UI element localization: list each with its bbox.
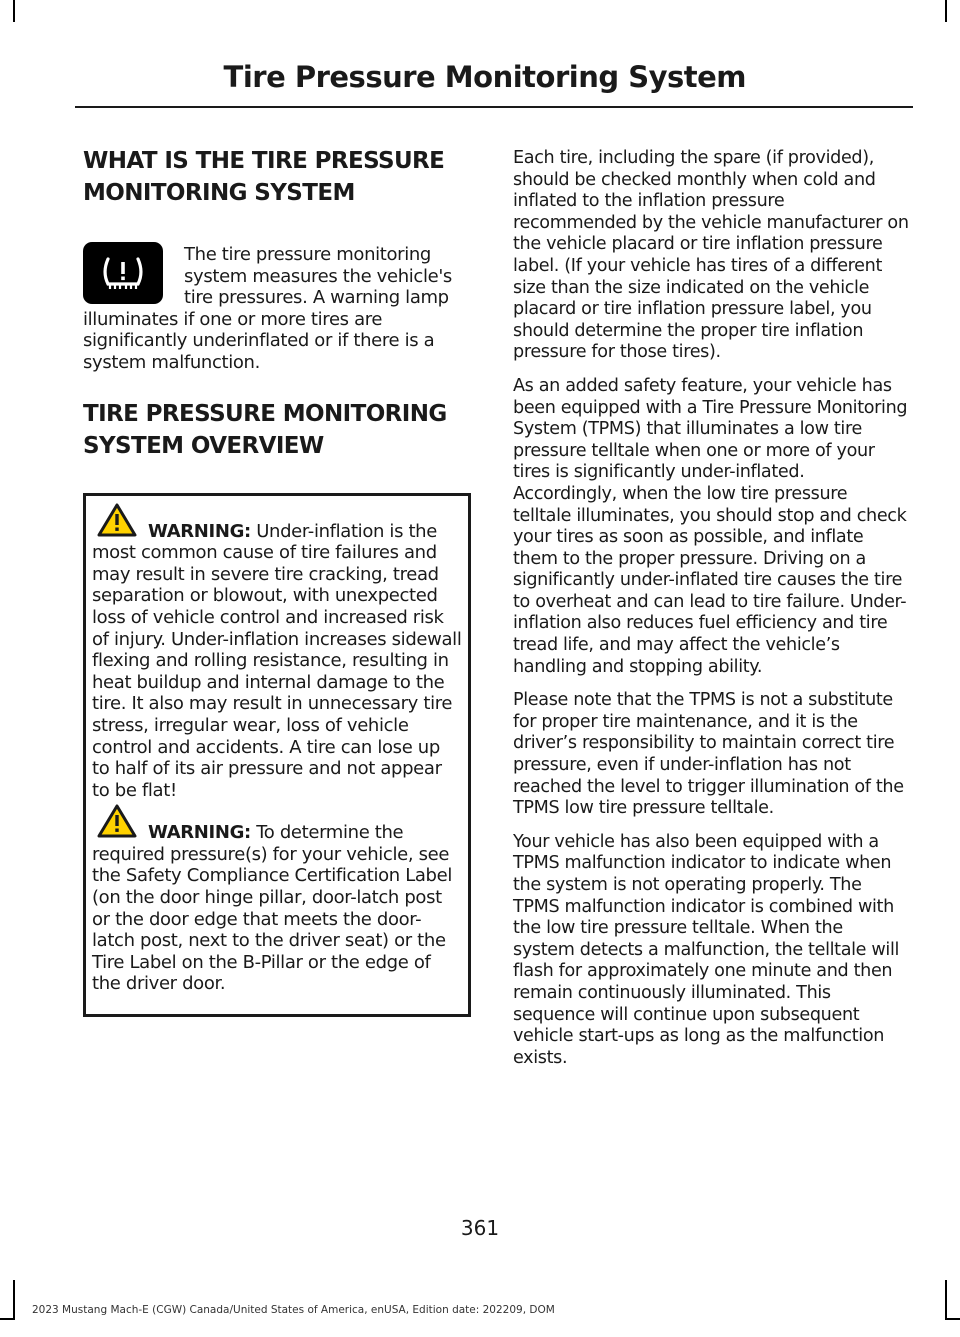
crop-mark-top-left-v — [13, 0, 15, 22]
section-heading-overview — [83, 398, 471, 462]
crop-mark-bottom-right-v — [945, 1280, 947, 1320]
body-paragraph: Each tire, including the spare (if provided), should be checked monthly when cold and inflated to the inflation pressure recommended by the vehicle manufacturer on the vehicle placard or tire inflation pressure label. (If your vehicle has tires of a different size than the size indicated on the vehicle placard or tire inflation pressure label, you should determine the proper tire inflation pressure for those tires). — [513, 148, 909, 363]
intro-block — [83, 242, 471, 374]
heading-line: MONITORING SYSTEM — [83, 180, 355, 206]
intro-text: The tire pressure monitoring system measures the vehicle's tire pressures. A warning lamp illuminates if one or more tires are significantly underinflated or if there is a system malfunction. — [83, 244, 452, 373]
warning-label: WARNING: — [148, 822, 251, 844]
page-number: 361 — [460, 1216, 500, 1240]
heading-line: TIRE PRESSURE MONITORING — [83, 400, 447, 427]
heading-line: SYSTEM OVERVIEW — [83, 432, 324, 459]
section-heading-what-is — [83, 145, 471, 209]
crop-mark-top-right-v — [945, 0, 947, 22]
footer-edition-info: 2023 Mustang Mach-E (CGW) Canada/United States of America, enUSA, Edition date: 202209, DOM — [32, 1304, 555, 1316]
body-paragraph: Please note that the TPMS is not a substitute for proper tire maintenance, and it is the driver’s responsibility to maintain correct tire pressure, even if under-inflation has not reached the level to trigger illumination of the TPMS low tire pressure telltale. — [513, 690, 904, 819]
left-column — [83, 145, 471, 1017]
warning-box — [83, 493, 471, 1017]
warning-triangle-icon — [97, 803, 137, 839]
warning-underinflation — [92, 521, 462, 802]
warning-label: WARNING: — [148, 520, 251, 542]
warning-required-pressure — [92, 822, 462, 995]
body-paragraph: As an added safety feature, your vehicle has been equipped with a Tire Pressure Monitoring System (TPMS) that illuminates a low tire pressure telltale when one or more of your tires is significantly under-inflated. Accordingly, when the low tire pressure telltale illuminates, you should stop and check your tires as soon as possible, and inflate them to the proper pressure. Driving on a significantly under-inflated tire causes the tire to overheat and can lead to tire failure. Under-inflation also reduces fuel efficiency and tire tread life, and may affect the vehicle’s handling and stopping ability. — [513, 375, 908, 677]
crop-mark-bottom-left-h — [0, 1318, 15, 1320]
heading-line: WHAT IS THE TIRE PRESSURE — [83, 148, 445, 174]
warning-text: Under-inflation is the most common cause of tire failures and may result in severe tire cracking, tread separation or blowout, with unexpected loss of vehicle control and increased risk of injury. Under-inflation increases sidewall flexing and rolling resistance, resulting in heat buildup and internal damage to the tire. It also may result in unnecessary tire stress, irregular wear, loss of vehicle control and accidents. A tire can lose up to half of its air pressure and not appear to be flat! — [92, 520, 462, 801]
warning-triangle-icon — [97, 502, 137, 538]
crop-mark-bottom-right-h — [945, 1318, 960, 1320]
tire-pressure-warning-icon — [83, 242, 163, 304]
warning-text: To determine the required pressure(s) for your vehicle, see the Safety Compliance Certification Label (on the door hinge pillar, door-latch post or the door edge that meets the door-latch post, next to the driver seat) or the Tire Label on the B-Pillar or the edge of the driver door. — [92, 822, 453, 995]
body-paragraph: Your vehicle has also been equipped with a TPMS malfunction indicator to indicate when the system is not operating properly. The TPMS malfunction indicator is combined with the low tire pressure telltale. When the system detects a malfunction, the telltale will flash for approximately one minute and then remain continuously illuminated. This sequence will continue upon subsequent vehicle start-ups as long as the malfunction exists. — [513, 831, 900, 1068]
crop-mark-bottom-left-v — [13, 1280, 15, 1320]
header-divider — [75, 106, 913, 108]
right-column — [513, 148, 909, 1081]
page-header-title: Tire Pressure Monitoring System — [223, 60, 746, 94]
